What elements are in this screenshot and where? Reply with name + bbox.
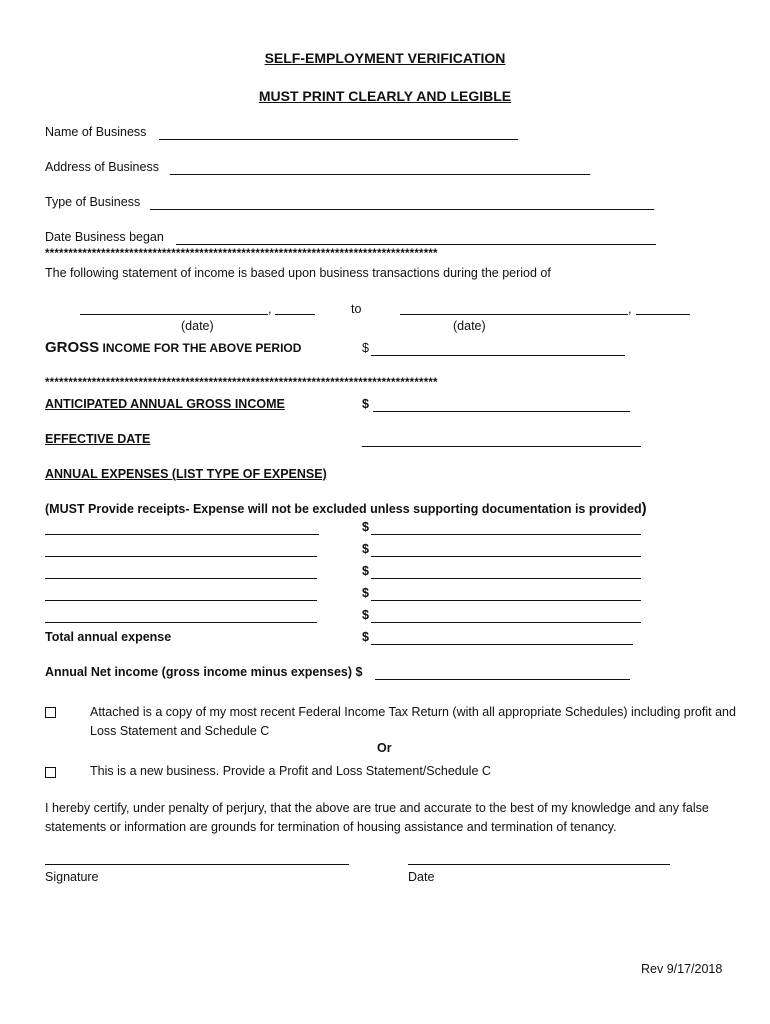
signature-label: Signature bbox=[45, 870, 99, 884]
gross-income-label bbox=[45, 339, 301, 356]
total-expense-dollar: $ bbox=[362, 630, 369, 644]
effective-date-field[interactable] bbox=[362, 446, 641, 447]
expense-dollar-2: $ bbox=[362, 542, 369, 556]
period-start-year-field[interactable] bbox=[275, 314, 315, 315]
gross-income-label-rest: INCOME FOR THE ABOVE PERIOD bbox=[99, 341, 302, 355]
signature-date-label: Date bbox=[408, 870, 435, 884]
expenses-note-close: ) bbox=[641, 500, 647, 517]
anticipated-income-label: ANTICIPATED ANNUAL GROSS INCOME bbox=[45, 397, 285, 411]
anticipated-income-dollar: $ bbox=[362, 397, 369, 411]
period-end-year-field[interactable] bbox=[636, 314, 690, 315]
period-end-comma: , bbox=[628, 302, 632, 316]
expense-type-field-2[interactable] bbox=[45, 556, 317, 557]
gross-income-dollar: $ bbox=[362, 341, 369, 355]
attached-tax-return-checkbox[interactable] bbox=[45, 707, 56, 718]
gross-income-label-big: GROSS bbox=[45, 339, 100, 356]
form-title: SELF-EMPLOYMENT VERIFICATION bbox=[264, 50, 506, 66]
period-start-comma: , bbox=[268, 302, 272, 316]
separator-1: ************************************************************************************ bbox=[45, 248, 438, 260]
anticipated-income-field[interactable] bbox=[373, 411, 630, 412]
type-of-business-field[interactable] bbox=[150, 209, 654, 210]
period-to-label: to bbox=[351, 302, 362, 316]
separator-2: ************************************************************************************ bbox=[45, 377, 438, 389]
new-business-text: This is a new business. Provide a Profit and Loss Statement/Schedule C bbox=[90, 764, 491, 778]
total-expense-label: Total annual expense bbox=[45, 630, 172, 644]
expenses-heading: ANNUAL EXPENSES (LIST TYPE OF EXPENSE) bbox=[45, 467, 327, 481]
expense-type-field-1[interactable] bbox=[45, 534, 319, 535]
expense-dollar-1: $ bbox=[362, 520, 369, 534]
date-label-left: (date) bbox=[181, 319, 214, 333]
address-of-business-field[interactable] bbox=[170, 174, 590, 175]
net-income-field[interactable] bbox=[375, 679, 630, 680]
expense-type-field-5[interactable] bbox=[45, 622, 317, 623]
expense-amount-field-4[interactable] bbox=[371, 600, 641, 601]
signature-field[interactable] bbox=[45, 864, 349, 865]
address-of-business-label: Address of Business bbox=[45, 160, 159, 174]
date-business-began-label: Date Business began bbox=[45, 230, 164, 244]
date-business-began-field[interactable] bbox=[176, 244, 656, 245]
period-start-date-field[interactable] bbox=[80, 314, 268, 315]
type-of-business-label: Type of Business bbox=[45, 195, 141, 209]
name-of-business-field[interactable] bbox=[159, 139, 518, 140]
expense-type-field-3[interactable] bbox=[45, 578, 317, 579]
or-label: Or bbox=[377, 741, 392, 755]
new-business-checkbox[interactable] bbox=[45, 767, 56, 778]
expense-dollar-4: $ bbox=[362, 586, 369, 600]
net-income-label: Annual Net income (gross income minus expenses) $ bbox=[45, 665, 363, 679]
signature-date-field[interactable] bbox=[408, 864, 670, 865]
period-end-date-field[interactable] bbox=[400, 314, 628, 315]
expense-dollar-3: $ bbox=[362, 564, 369, 578]
revision-date: Rev 9/17/2018 bbox=[641, 962, 723, 976]
expense-amount-field-1[interactable] bbox=[371, 534, 641, 535]
expense-dollar-5: $ bbox=[362, 608, 369, 622]
certification-text: I hereby certify, under penalty of perjury, that the above are true and accurate to the best of my knowledge and any false statements or information are grounds for termination of housing assistance and termination of tenancy. bbox=[45, 801, 709, 834]
attached-tax-return-text: Attached is a copy of my most recent Federal Income Tax Return (with all appropriate Schedules) including profit and Loss Statement and Schedule C bbox=[90, 705, 736, 738]
expenses-note bbox=[45, 500, 647, 517]
date-label-right: (date) bbox=[453, 319, 486, 333]
form-subtitle: MUST PRINT CLEARLY AND LEGIBLE bbox=[258, 88, 512, 104]
expense-amount-field-2[interactable] bbox=[371, 556, 641, 557]
gross-income-field[interactable] bbox=[371, 355, 625, 356]
total-expense-field[interactable] bbox=[371, 644, 633, 645]
period-statement: The following statement of income is based upon business transactions during the period of bbox=[45, 266, 551, 280]
expenses-note-text: (MUST Provide receipts- Expense will not be excluded unless supporting documentation is provided bbox=[45, 502, 642, 516]
expense-amount-field-5[interactable] bbox=[371, 622, 641, 623]
expense-type-field-4[interactable] bbox=[45, 600, 317, 601]
expense-amount-field-3[interactable] bbox=[371, 578, 641, 579]
name-of-business-label: Name of Business bbox=[45, 125, 147, 139]
effective-date-label: EFFECTIVE DATE bbox=[45, 432, 151, 446]
